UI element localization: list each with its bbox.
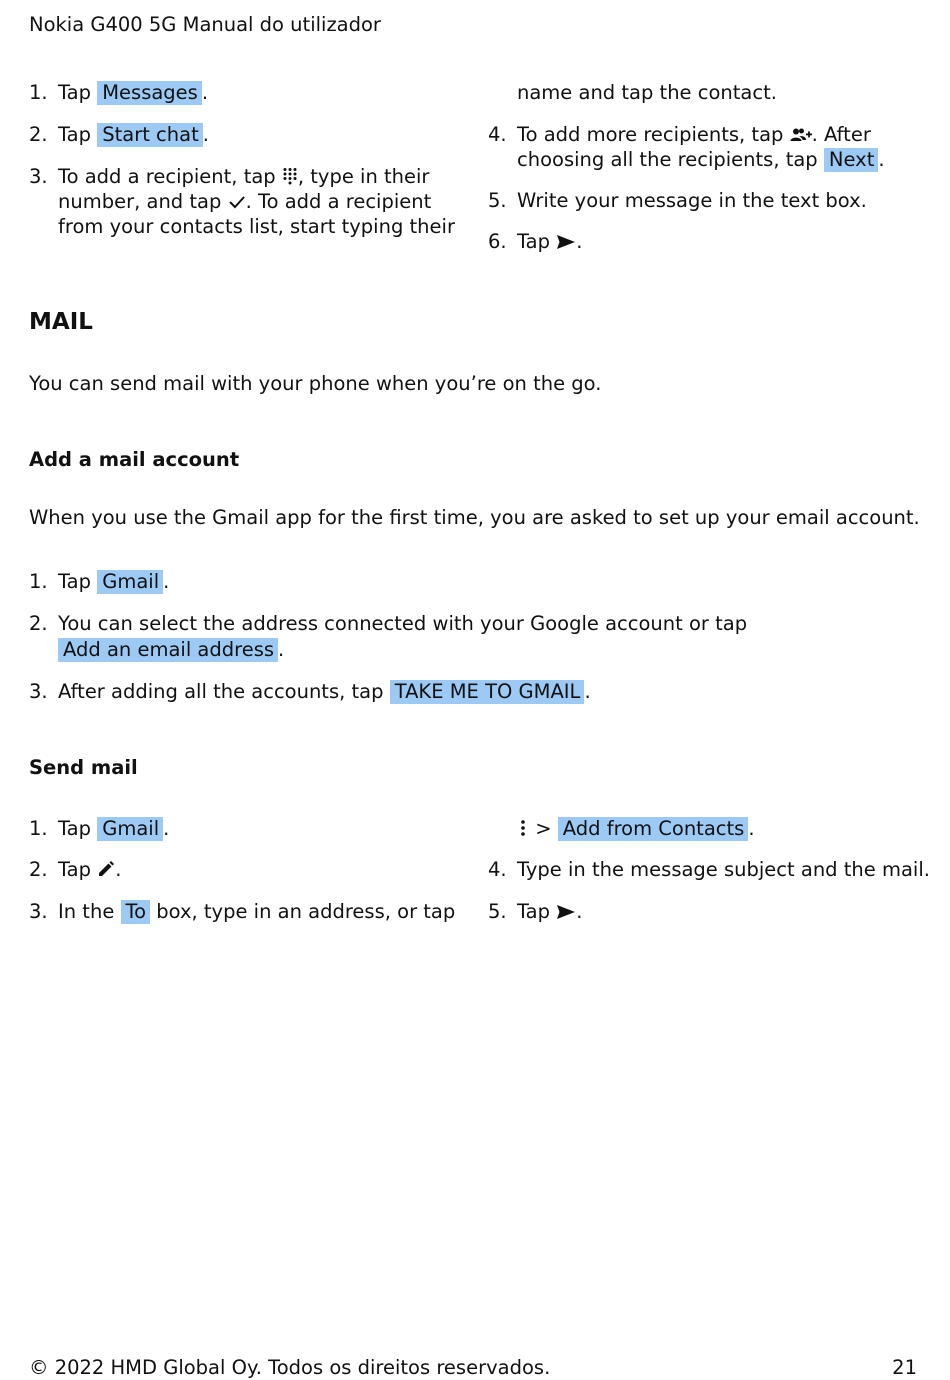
footer-copyright: © 2022 HMD Global Oy. Todos os direitos reservados.	[29, 1356, 551, 1379]
step-4-line-2	[517, 147, 885, 172]
step-number: 5.	[488, 189, 507, 212]
step-4-line-1	[517, 122, 871, 147]
send-icon	[556, 234, 576, 250]
punct: .	[163, 570, 170, 593]
step-text: Tap	[58, 570, 92, 593]
punct: .	[576, 230, 583, 253]
page-header-title: Nokia G400 5G Manual do utilizador	[29, 13, 381, 36]
step-number: 5.	[488, 900, 507, 923]
step-text: choosing all the recipients, tap	[517, 148, 818, 171]
add-from-contacts-label: Add from Contacts	[558, 817, 749, 841]
messages-button-label: Messages	[97, 81, 202, 105]
step-text: In the	[58, 900, 115, 923]
step-number: 4.	[488, 123, 507, 146]
page-number: 21	[892, 1356, 917, 1379]
gmail-button-label: Gmail	[97, 817, 163, 841]
punct: .	[201, 81, 209, 104]
step-text: To add a recipient, tap	[58, 165, 276, 188]
punct: .	[163, 817, 170, 840]
add-account-intro: When you use the Gmail app for the first time, you are asked to set up your email account.	[29, 506, 920, 529]
step-text: Tap	[58, 81, 92, 104]
step-3-line-1	[58, 164, 429, 189]
separator: >	[535, 817, 552, 840]
step-text: Tap	[58, 858, 92, 881]
take-me-to-gmail-button-label: TAKE ME TO GMAIL	[390, 680, 585, 704]
step-5: Write your message in the text box.	[517, 189, 867, 212]
step-number: 1.	[29, 570, 48, 593]
gmail-button-label: Gmail	[97, 570, 163, 594]
step-2	[58, 122, 209, 147]
punct: .	[576, 900, 583, 923]
start-chat-button-label: Start chat	[97, 123, 203, 147]
step-text: Tap	[58, 123, 92, 146]
step-6	[517, 229, 582, 254]
dialpad-icon	[282, 167, 298, 185]
send-mail-step-2	[58, 857, 121, 882]
step-text: number, and tap	[58, 190, 222, 213]
step-text: Tap	[517, 230, 551, 253]
step-text: To add more recipients, tap	[517, 123, 784, 146]
step-3-line-4: name and tap the contact.	[517, 81, 777, 104]
subheading-send-mail: Send mail	[29, 756, 138, 779]
send-mail-step-1	[58, 816, 169, 841]
add-account-step-3	[58, 679, 591, 704]
send-icon	[556, 904, 576, 920]
step-number: 3.	[29, 165, 48, 188]
send-mail-step-3-line-2	[517, 816, 755, 841]
step-number: 1.	[29, 81, 48, 104]
step-text: , type in their	[297, 165, 430, 188]
step-number: 1.	[29, 817, 48, 840]
add-people-icon	[790, 127, 812, 143]
punct: .	[584, 680, 591, 703]
step-number: 2.	[29, 858, 48, 881]
punct: .	[748, 817, 755, 840]
punct: .	[278, 638, 285, 661]
step-number: 6.	[488, 230, 507, 253]
add-account-step-1	[58, 569, 169, 594]
punct: .	[202, 123, 209, 146]
subheading-add-mail-account: Add a mail account	[29, 448, 240, 471]
mail-intro: You can send mail with your phone when you’re on the go.	[29, 372, 602, 395]
step-text: box, type in an address, or tap	[156, 900, 456, 923]
punct: .	[115, 858, 122, 881]
step-number: 2.	[29, 612, 48, 635]
step-1	[58, 80, 208, 105]
send-mail-step-4: Type in the message subject and the mail.	[517, 858, 930, 881]
section-heading-mail: MAIL	[29, 309, 93, 335]
pencil-icon	[97, 860, 115, 878]
check-icon	[228, 194, 246, 210]
send-mail-step-5	[517, 899, 582, 924]
step-text: . To add a recipient	[245, 190, 432, 213]
step-number: 2.	[29, 123, 48, 146]
step-number: 4.	[488, 858, 507, 881]
add-account-step-2-line-2	[58, 637, 284, 662]
punct: .	[878, 148, 885, 171]
step-text: After adding all the accounts, tap	[58, 680, 384, 703]
step-text: Tap	[517, 900, 551, 923]
to-field-label: To	[121, 900, 151, 924]
step-text: Tap	[58, 817, 92, 840]
step-text: . After	[811, 123, 871, 146]
step-number: 3.	[29, 900, 48, 923]
step-3-line-3: from your contacts list, start typing their	[58, 215, 455, 238]
send-mail-step-3-line-1	[58, 899, 455, 924]
step-3-line-2	[58, 189, 431, 214]
add-account-step-2-line-1: You can select the address connected with your Google account or tap	[58, 612, 748, 635]
next-button-label: Next	[824, 148, 878, 172]
more-vertical-icon	[517, 819, 529, 837]
add-email-address-button-label: Add an email address	[58, 638, 278, 662]
step-number: 3.	[29, 680, 48, 703]
